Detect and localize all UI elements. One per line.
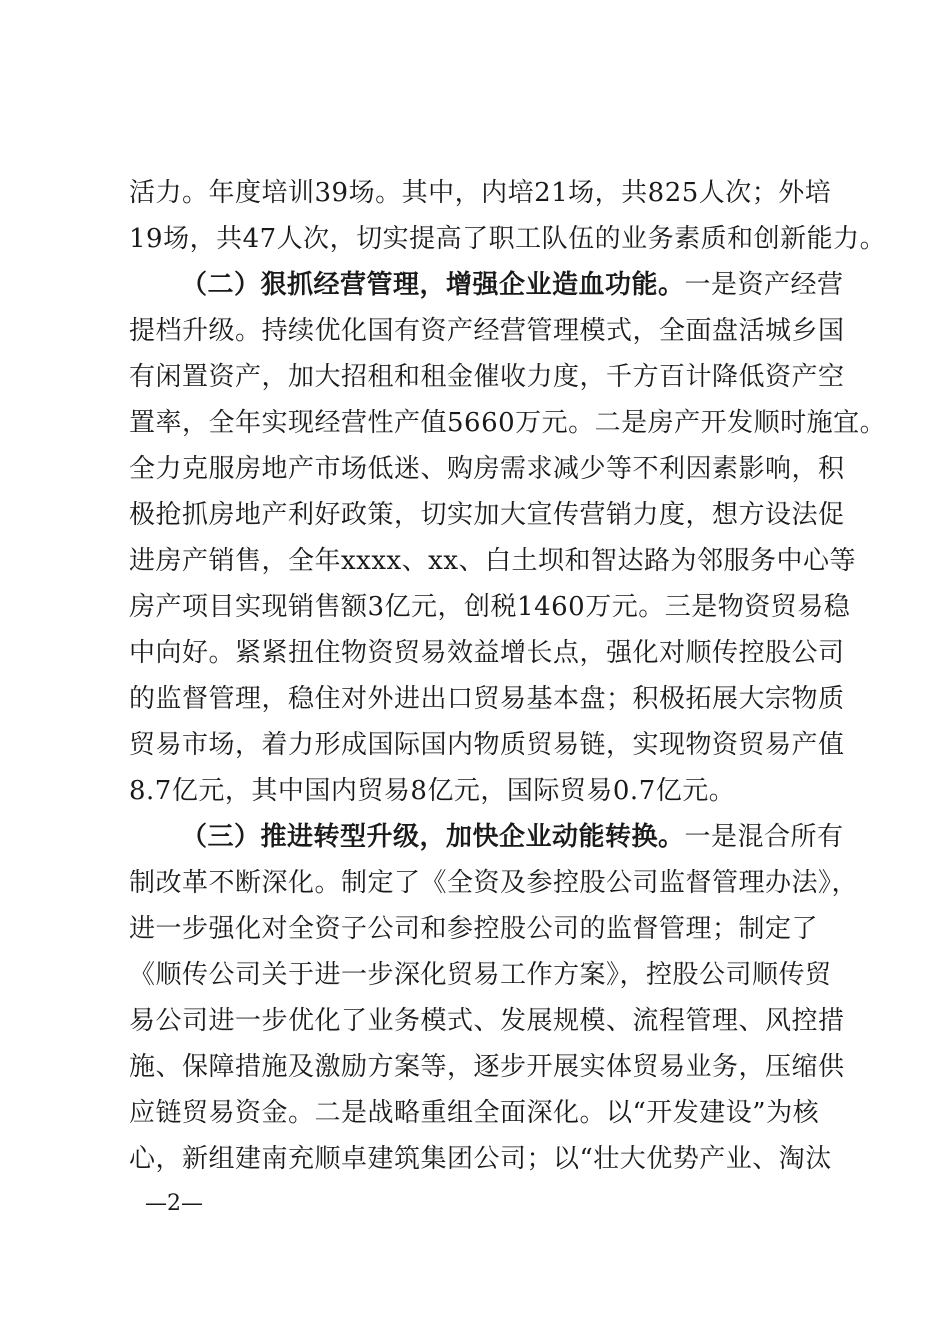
section-3-first-line — [181, 822, 844, 852]
body-line: 19场，共47人次，切实提高了职工队伍的业务素质和创新能力。 — [129, 224, 887, 254]
body-line: 施、保障措施及激励方案等，逐步开展实体贸易业务，压缩供 — [129, 1052, 845, 1082]
section-3-lead: 一是混合所有 — [684, 822, 844, 852]
body-line: 进一步强化对全资子公司和参控股公司的监督管理；制定了 — [129, 914, 819, 944]
body-line: 提档升级。持续优化国有资产经营管理模式，全面盘活城乡国 — [129, 316, 845, 346]
body-line: 应链贸易资金。二是战略重组全面深化。以“开发建设”为核 — [129, 1098, 820, 1128]
body-line: 置率，全年实现经营性产值5660万元。二是房产开发顺时施宜。 — [129, 408, 887, 438]
section-2-heading: （二）狠抓经营管理，增强企业造血功能。 — [181, 270, 685, 300]
body-line: 中向好。紧紧扭住物资贸易效益增长点，强化对顺传控股公司 — [129, 638, 845, 668]
section-3-heading: （三）推进转型升级，加快企业动能转换。 — [181, 822, 685, 852]
body-line: 进房产销售，全年xxxx、xx、白土坝和智达路为邻服务中心等 — [129, 546, 856, 576]
section-2-lead: 一是资产经营 — [684, 270, 844, 300]
body-line: 极抢抓房地产利好政策，切实加大宣传营销力度，想方设法促 — [129, 500, 845, 530]
body-line: 的监督管理，稳住对外进出口贸易基本盘；积极拓展大宗物质 — [129, 684, 845, 714]
body-line: 制改革不断深化。制定了《全资及参控股公司监督管理办法》， — [129, 868, 859, 898]
body-line: 《顺传公司关于进一步深化贸易工作方案》，控股公司顺传贸 — [129, 960, 832, 990]
body-line: 房产项目实现销售额3亿元，创税1460万元。三是物资贸易稳 — [129, 592, 851, 622]
body-line: 全力克服房地产市场低迷、购房需求减少等不利因素影响，积 — [129, 454, 845, 484]
body-line: 心，新组建南充顺卓建筑集团公司；以“壮大优势产业、淘汰 — [129, 1144, 832, 1174]
body-line: 活力。年度培训39场。其中，内培21场，共825人次；外培 — [129, 178, 832, 208]
body-line: 贸易市场，着力形成国际国内物质贸易链，实现物资贸易产值 — [129, 730, 845, 760]
body-line: 有闲置资产，加大招租和租金催收力度，千方百计降低资产空 — [129, 362, 845, 392]
body-line: 易公司进一步优化了业务模式、发展规模、流程管理、风控措 — [129, 1006, 845, 1036]
section-2-first-line — [181, 270, 844, 300]
body-line: 8.7亿元，其中国内贸易8亿元，国际贸易0.7亿元。 — [129, 776, 736, 806]
page-number: —2— — [145, 1191, 203, 1216]
